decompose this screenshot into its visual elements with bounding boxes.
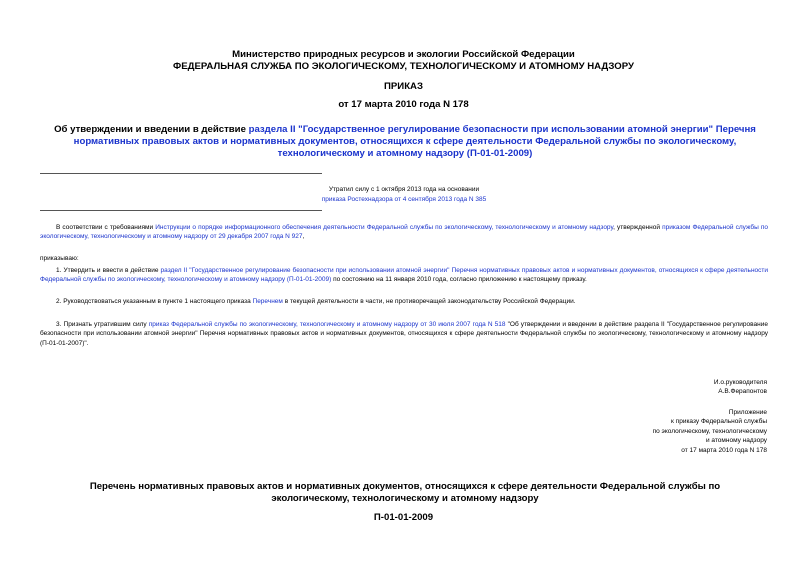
ministry-name: Министерство природных ресурсов и экологии Российской Федерации <box>232 49 575 60</box>
doc-type: ПРИКАЗ <box>384 81 423 92</box>
order-927-link[interactable]: приказом Федеральной службы по экологическому, технологическому и атомному надзору от 29 декабря 2007 года N 927 <box>40 224 768 241</box>
appendix-line: Приложение <box>728 409 767 416</box>
item-text: "Об утверждении и введении в действие раздела II "Государственное регулирование безопасности при использовании атомной энергии" Перечня нормативных правовых актов и нормативных документов, относящихся к сфере деятельности Федеральной службы по экологическому, технологическому и атомному надзору (П-01-01-2007)". <box>40 321 768 347</box>
order-item-2 <box>40 297 768 306</box>
service-name: ФЕДЕРАЛЬНАЯ СЛУЖБА ПО ЭКОЛОГИЧЕСКОМУ, ТЕХНОЛОГИЧЕСКОМУ И АТОМНОМУ НАДЗОРУ <box>173 61 634 72</box>
appendix-line: к приказу Федеральной службы <box>671 418 767 426</box>
item-text: 3. Признать утратившим силу <box>56 321 149 328</box>
appendix-line: по экологическому, технологическому <box>652 427 767 435</box>
preamble-text: , утвержденной <box>613 224 663 231</box>
item-text: 2. Руководствоваться указанным в пункте 1 настоящего приказа <box>56 298 253 305</box>
document-title <box>40 124 770 160</box>
title-prefix: Об утверждении и введении в действие <box>54 124 249 135</box>
divider-top <box>40 173 322 174</box>
item-text: по состоянию на 11 января 2010 года, согласно приложению к настоящему приказу. <box>331 276 587 284</box>
instruction-link[interactable]: Инструкции о порядке информационного обеспечения деятельности Федеральной службы по экологическому, технологическому и атомному надзору <box>155 224 614 231</box>
preamble-text: , <box>302 233 305 241</box>
preamble-paragraph <box>40 223 768 242</box>
appendix-line: от 17 марта 2010 года N 178 <box>681 446 767 454</box>
doc-date: от 17 марта 2010 года N 178 <box>338 99 469 110</box>
order-518-link[interactable]: приказ Федеральной службы по экологическому, технологическому и атомному надзору от 30 июля 2007 года N 518 <box>148 321 506 328</box>
order-word: приказываю: <box>40 255 79 262</box>
divider-bottom <box>40 210 322 211</box>
list-heading: Перечень нормативных правовых актов и нормативных документов, относящихся к сфере деятельности Федеральной службы по экологическому, технологическому и атомному надзору <box>89 481 721 504</box>
order-item-1 <box>40 266 768 285</box>
section-ii-link[interactable]: раздел II "Государственное регулирование безопасности при использовании атомной энергии" Перечня нормативных правовых актов и нормативных документов, относящихся к сфере деятельности Федеральной службы по экологическому, технологическому и атомному надзору (П-01-01-2009) <box>40 267 769 284</box>
appendix-line: и атомному надзору <box>705 437 767 445</box>
list-link[interactable]: Перечнем <box>252 298 283 305</box>
status-note-line: Утратил силу с 1 октября 2013 года на основании <box>328 186 480 193</box>
item-text: 1. Утвердить и ввести в действие <box>56 267 161 274</box>
appendix-block <box>653 408 767 455</box>
preamble-text: В соответствии с требованиями <box>56 224 156 231</box>
signature-position: И.о.руководителя <box>713 379 767 386</box>
order-item-3 <box>40 320 768 348</box>
status-note-link[interactable]: приказа Ростехнадзора от 4 сентября 2013 года N 385 <box>321 196 487 203</box>
signature-name: А.В.Ферапонтов <box>718 388 767 396</box>
signature-block <box>714 378 767 397</box>
title-section-link[interactable]: раздела II "Государственное регулирование безопасности при использовании атомной энергии" Перечня нормативных правовых актов и нормативных документов, относящихся к сфере деятельности Федеральной службы по экологическому, технологическому и атомному надзору (П-01-01-2009) <box>73 124 756 159</box>
list-code: П-01-01-2009 <box>373 512 434 523</box>
item-text: в текущей деятельности в части, не противоречащей законодательству Российской Федерации. <box>282 298 576 305</box>
